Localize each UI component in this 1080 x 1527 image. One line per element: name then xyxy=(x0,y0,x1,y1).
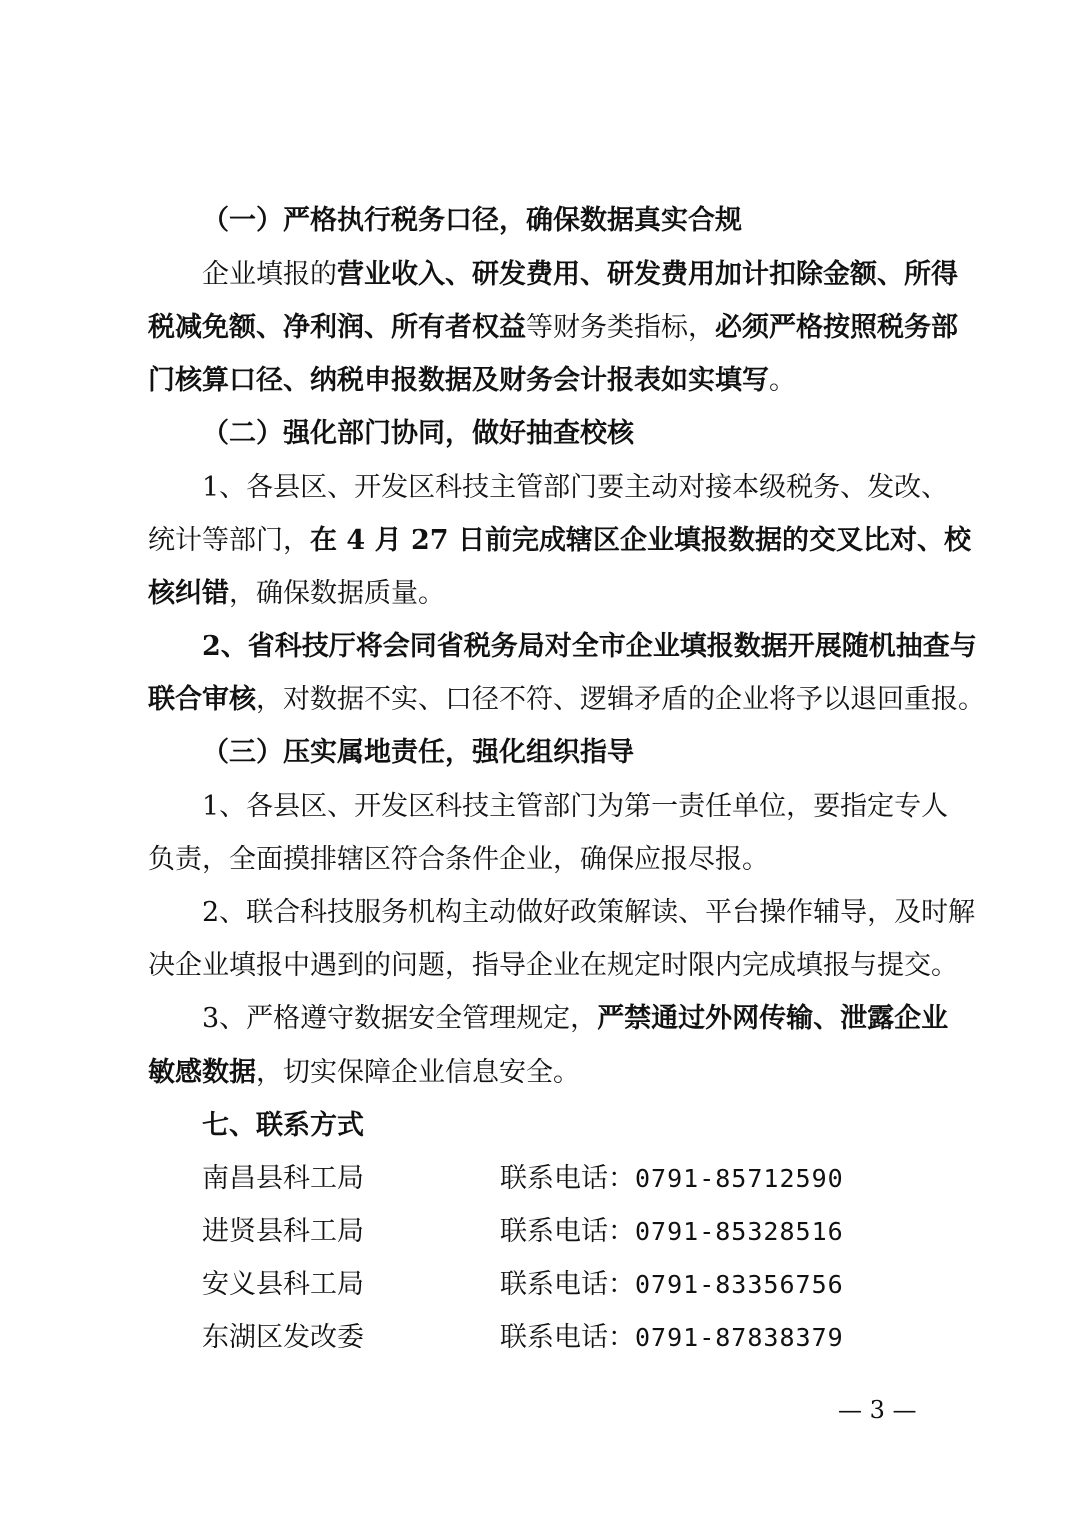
bold-text-run: 门核算口径、纳税申报数据及财务会计报表如实填写 xyxy=(148,365,769,396)
phone-number: 0791-85328516 xyxy=(635,1217,844,1246)
phone-number: 0791-87838379 xyxy=(635,1323,844,1352)
bold-text-run: 营业收入、研发费用、研发费用加计扣除金额、所得 xyxy=(337,259,958,290)
contact-org: 东湖区发改委 xyxy=(202,1322,364,1353)
bold-text-run: 核纠错 xyxy=(148,578,229,609)
paragraph-line xyxy=(148,567,948,620)
text-run: ，对数据不实、口径不符、逻辑矛盾的企业将予以退回重报。 xyxy=(256,684,985,715)
text-run: 等财务类指标， xyxy=(526,312,715,343)
phone-label: 联系电话： xyxy=(500,1163,635,1194)
contact-org: 安义县科工局 xyxy=(202,1269,364,1300)
contact-phone xyxy=(500,1152,844,1205)
text-run: 统计等部门， xyxy=(148,525,310,556)
bold-text-run: 严禁通过外网传输、泄露企业 xyxy=(597,1003,949,1034)
paragraph-line xyxy=(148,673,985,726)
contact-phone xyxy=(500,1258,844,1311)
bold-text-run: 税减免额、净利润、所有者权益 xyxy=(148,312,526,343)
paragraph-line xyxy=(202,992,948,1045)
phone-number: 0791-85712590 xyxy=(635,1164,844,1193)
phone-number: 0791-83356756 xyxy=(635,1270,844,1299)
paragraph-line xyxy=(148,354,948,407)
section-heading-3: （三）压实属地责任，强化组织指导 xyxy=(202,737,634,768)
phone-label: 联系电话： xyxy=(500,1269,635,1300)
bold-text-run: 敏感数据 xyxy=(148,1057,256,1088)
contact-phone xyxy=(500,1311,844,1364)
section-heading-7: 七、联系方式 xyxy=(202,1110,364,1141)
paragraph-line xyxy=(148,514,971,567)
bold-text-run: 必须严格按照税务部 xyxy=(715,312,958,343)
contact-phone xyxy=(500,1205,844,1258)
paragraph-line xyxy=(148,1046,948,1099)
text-run: ，确保数据质量。 xyxy=(229,578,445,609)
text-run: 。 xyxy=(769,365,796,396)
section-heading-2: （二）强化部门协同，做好抽查校核 xyxy=(202,418,634,449)
paragraph-line: 负责，全面摸排辖区符合条件企业，确保应报尽报。 xyxy=(148,844,769,875)
paragraph-line xyxy=(148,301,958,354)
section-heading-1: （一）严格执行税务口径，确保数据真实合规 xyxy=(202,205,742,236)
page-number: — 3 — xyxy=(838,1396,917,1424)
contact-org: 进贤县科工局 xyxy=(202,1216,364,1247)
paragraph-line xyxy=(202,248,958,301)
paragraph-line: 决企业填报中遇到的问题，指导企业在规定时限内完成填报与提交。 xyxy=(148,950,958,981)
paragraph-line: 1、各县区、开发区科技主管部门要主动对接本级税务、发改、 xyxy=(202,472,949,503)
text-run: 3、严格遵守数据安全管理规定， xyxy=(202,1003,598,1034)
contact-org: 南昌县科工局 xyxy=(202,1163,364,1194)
paragraph-line: 1、各县区、开发区科技主管部门为第一责任单位，要指定专人 xyxy=(202,791,949,822)
bold-text-run: 在 4 月 27 日前完成辖区企业填报数据的交叉比对、校 xyxy=(310,525,971,556)
bold-text-run: 联合审核 xyxy=(148,684,256,715)
phone-label: 联系电话： xyxy=(500,1216,635,1247)
text-run: ，切实保障企业信息安全。 xyxy=(256,1057,580,1088)
text-run: 企业填报的 xyxy=(202,259,337,290)
phone-label: 联系电话： xyxy=(500,1322,635,1353)
paragraph-line: 2、省科技厅将会同省税务局对全市企业填报数据开展随机抽查与 xyxy=(202,631,977,662)
paragraph-line: 2、联合科技服务机构主动做好政策解读、平台操作辅导，及时解 xyxy=(202,897,976,928)
